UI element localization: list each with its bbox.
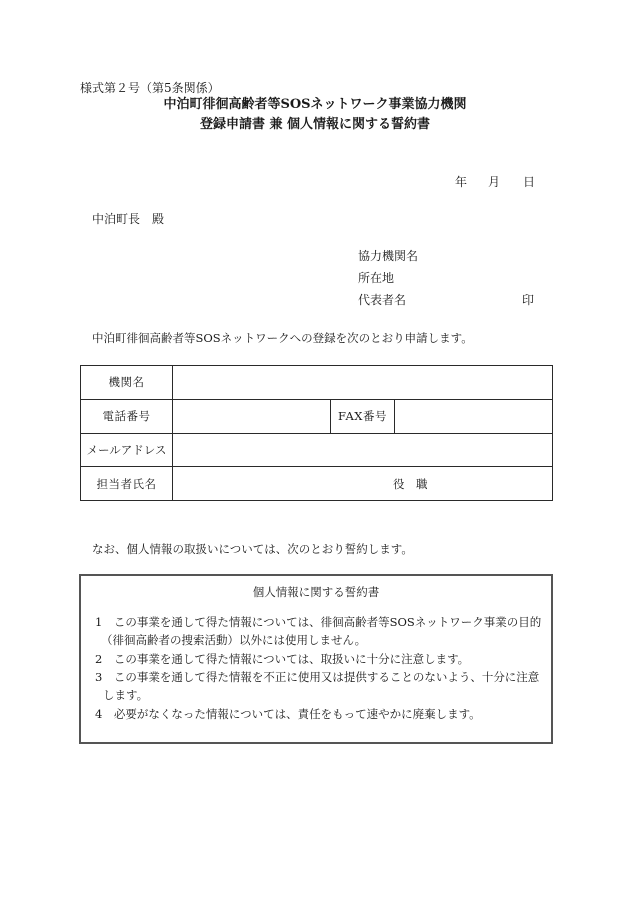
oath-item: 3 この事業を通して得た情報を不正に使用又は提供することのないよう、十分に注意	[95, 670, 540, 684]
oath-item: 2 この事業を通して得た情報については、取扱いに十分に注意します。	[95, 652, 470, 666]
table-row	[81, 467, 553, 501]
phone-label: 電話番号	[81, 399, 173, 433]
date-month: 月	[488, 175, 501, 189]
fax-field[interactable]	[395, 399, 553, 433]
applicant-rep-label: 代表者名	[358, 293, 407, 307]
oath-item: （徘徊高齢者の捜索活動）以外には使用しません。	[101, 633, 367, 647]
position-label: 役 職	[393, 477, 428, 492]
table-row	[81, 366, 553, 400]
phone-field[interactable]	[173, 399, 331, 433]
addressee: 中泊町長 殿	[92, 212, 165, 226]
fax-label: FAX番号	[331, 399, 395, 433]
date-year: 年	[455, 175, 468, 189]
table-row	[81, 399, 553, 433]
form-number: 様式第２号（第5条関係）	[80, 81, 220, 95]
note-text: なお、個人情報の取扱いについては、次のとおり誓約します。	[92, 542, 413, 556]
org-name-label: 機関名	[81, 366, 173, 400]
table-row	[81, 433, 553, 467]
email-label: メールアドレス	[81, 433, 173, 467]
applicant-org-label: 協力機関名	[358, 249, 419, 263]
applicant-address-label: 所在地	[358, 271, 395, 285]
oath-item: 4 必要がなくなった情報については、責任をもって速やかに廃棄します。	[95, 707, 481, 721]
contact-field[interactable]	[173, 467, 553, 501]
oath-title: 個人情報に関する誓約書	[252, 585, 380, 599]
org-name-field[interactable]	[173, 366, 553, 400]
request-text: 中泊町徘徊高齢者等SOSネットワークへの登録を次のとおり申請します。	[92, 331, 473, 345]
page-title-line1: 中泊町徘徊高齢者等SOSネットワーク事業協力機関	[163, 97, 467, 112]
date-day: 日	[523, 175, 536, 189]
seal-mark: 印	[522, 293, 535, 307]
oath-item: します。	[103, 688, 149, 702]
oath-box	[79, 574, 553, 744]
email-field[interactable]	[173, 433, 553, 467]
contact-label: 担当者氏名	[81, 467, 173, 501]
oath-item: 1 この事業を通して得た情報については、徘徊高齢者等SOSネットワーク事業の目的	[95, 615, 542, 629]
registration-table	[80, 365, 553, 501]
page-title-line2: 登録申請書 兼 個人情報に関する誓約書	[199, 117, 431, 132]
